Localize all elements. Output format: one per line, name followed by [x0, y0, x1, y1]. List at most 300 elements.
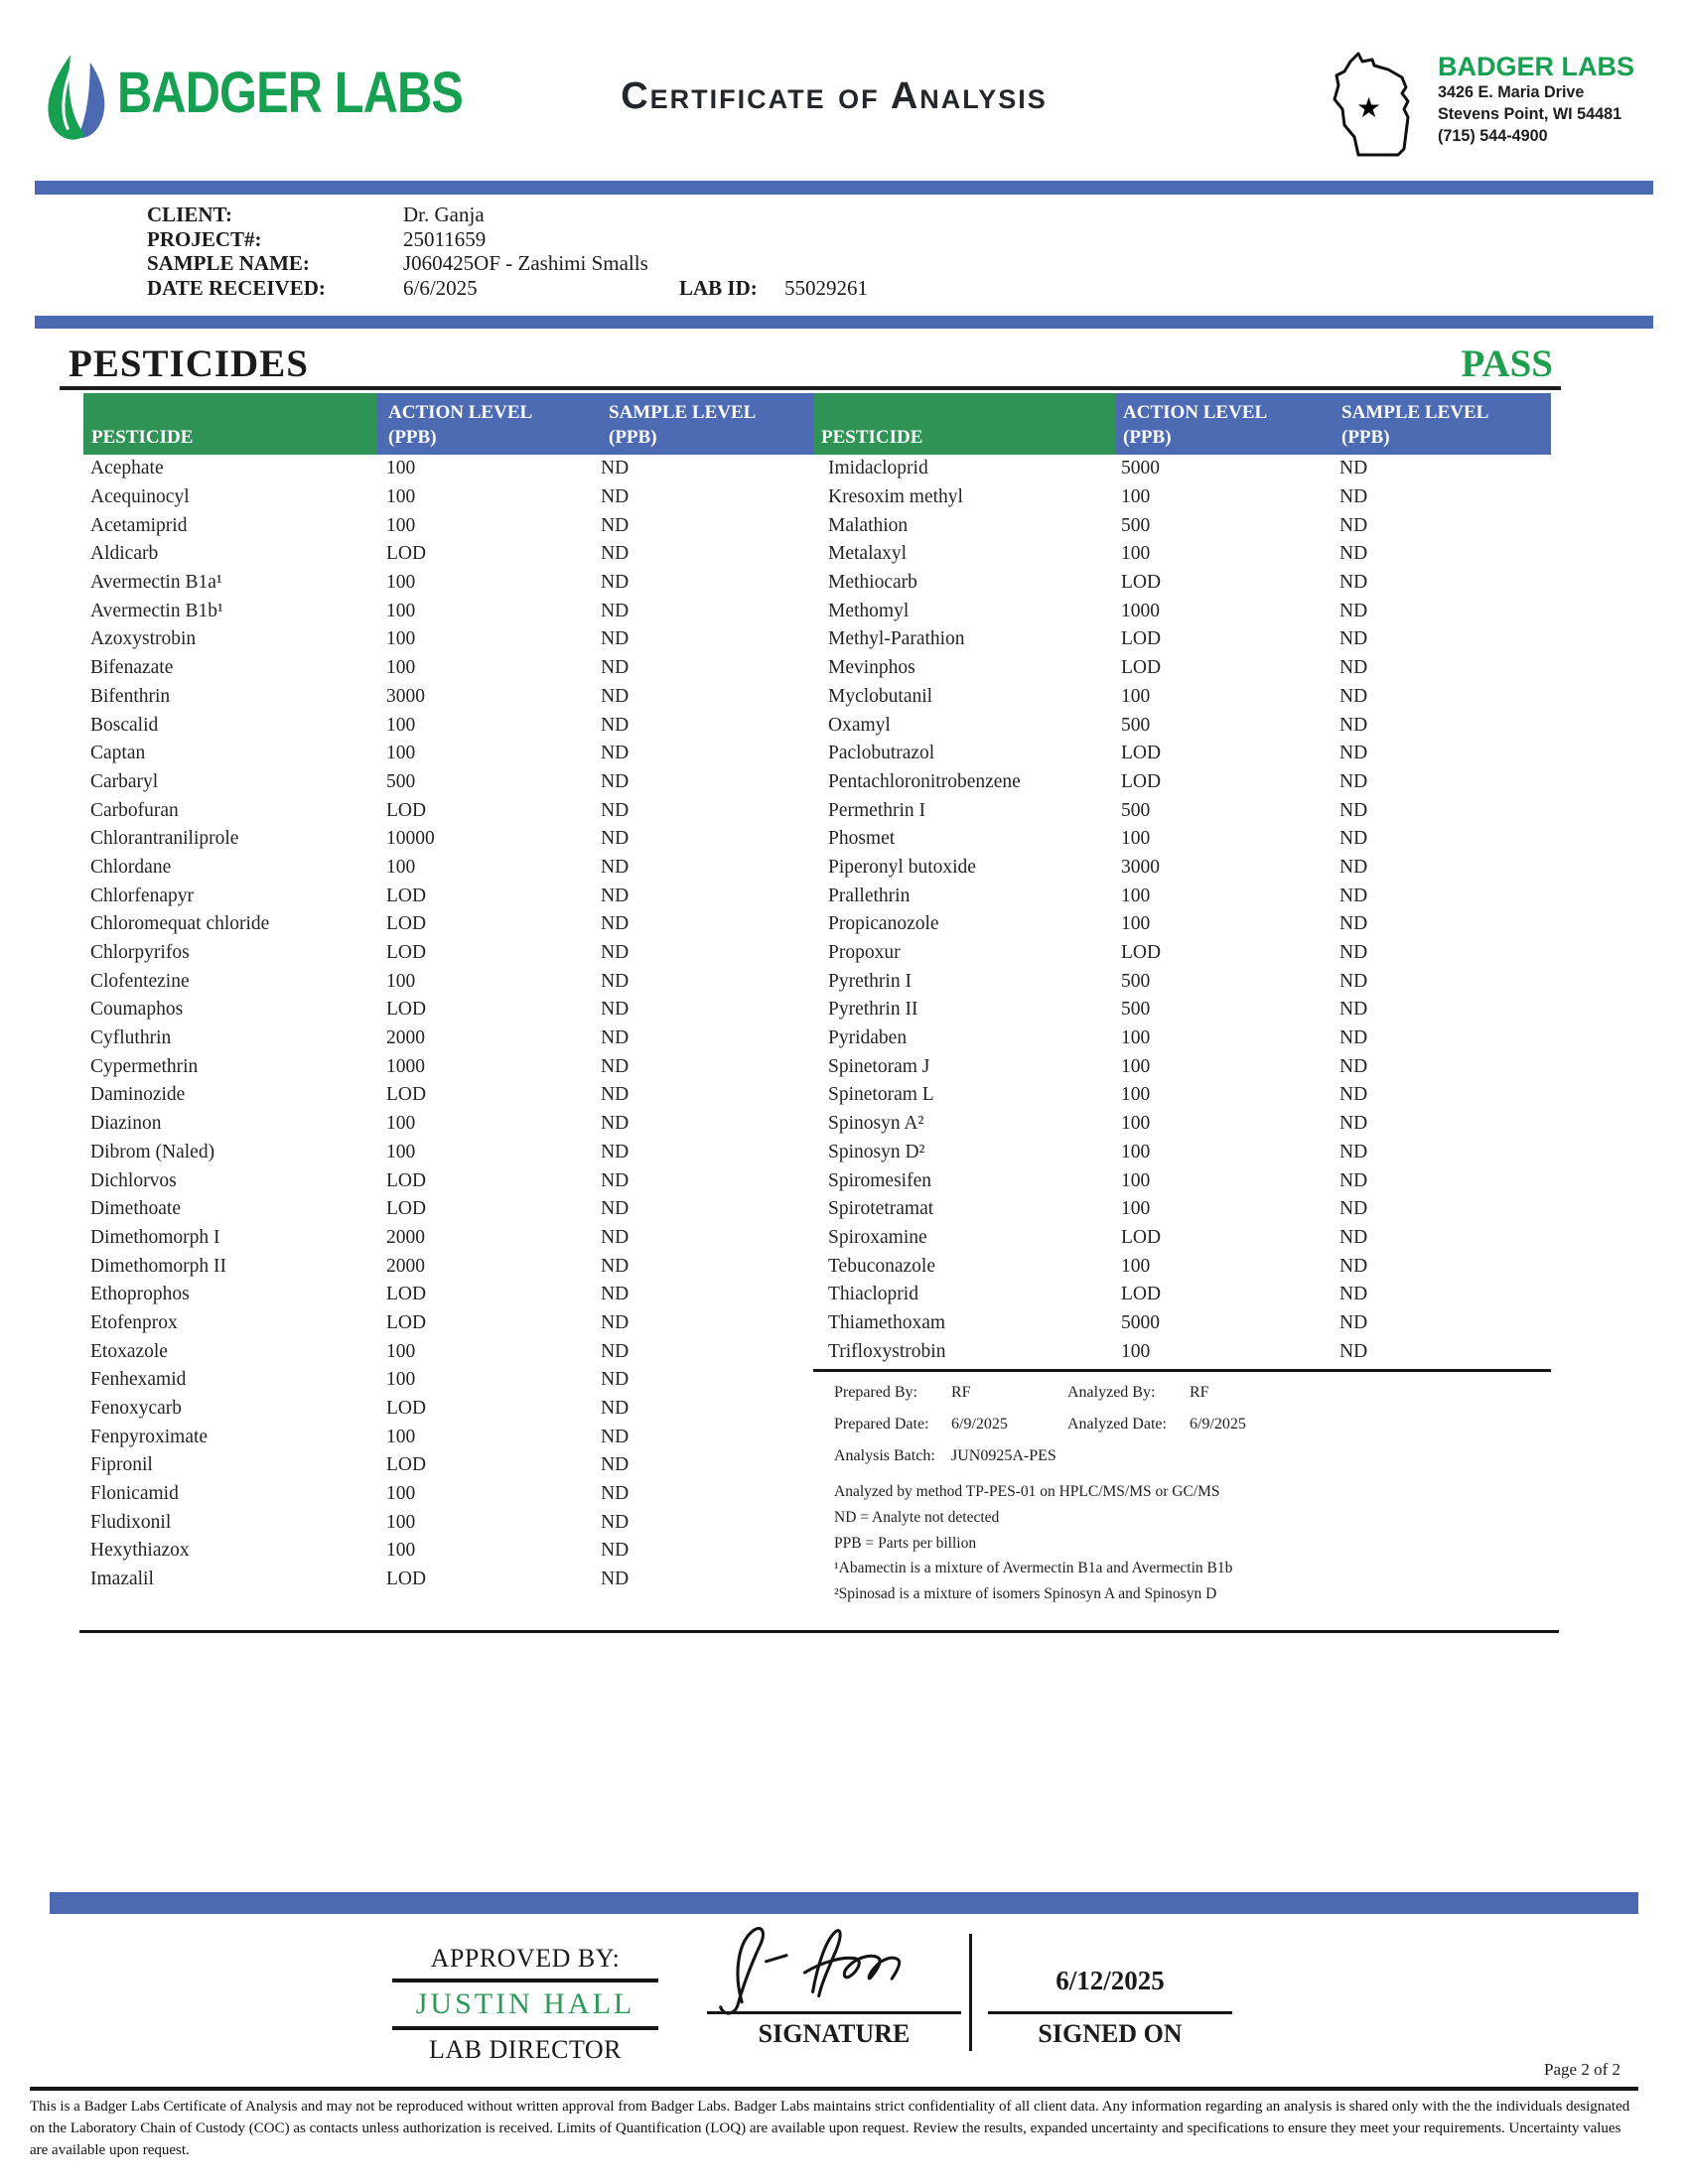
action-level-value: 100	[1121, 486, 1151, 508]
pesticide-name: Cypermethrin	[90, 1055, 199, 1077]
sample-level-value: ND	[601, 1340, 630, 1362]
table-header-right	[813, 393, 1551, 455]
sample-level-value: ND	[1339, 1027, 1368, 1049]
table-row	[813, 882, 1551, 910]
approval-block	[392, 1944, 658, 2065]
pesticide-name: Etofenprox	[90, 1311, 178, 1333]
pesticide-name: Metalaxyl	[828, 543, 908, 565]
nd-definition-note: ND = Analyte not detected	[834, 1508, 1000, 1526]
sample-info-block	[147, 203, 648, 300]
prepared-by-row	[834, 1384, 1541, 1402]
project-label: PROJECT#:	[147, 226, 262, 251]
table-row	[83, 654, 813, 683]
analysis-batch-label: Analysis Batch:	[834, 1447, 935, 1464]
footer-rule	[30, 2087, 1638, 2091]
sample-level-value: ND	[601, 1027, 630, 1049]
sample-level-value: ND	[1339, 685, 1368, 707]
sample-level-value: ND	[1339, 1113, 1368, 1135]
lab-address-line2: Stevens Point, WI 54481	[1438, 105, 1622, 123]
lab-address-block	[1438, 52, 1634, 147]
action-level-value: LOD	[1121, 657, 1162, 679]
table-row	[813, 1337, 1551, 1366]
pesticide-name: Methyl-Parathion	[828, 628, 965, 650]
pesticide-name: Mevinphos	[828, 657, 915, 679]
pesticide-name: Propoxur	[828, 942, 901, 964]
sample-level-value: ND	[601, 1311, 630, 1333]
action-level-value: LOD	[1121, 572, 1162, 594]
section-header	[60, 338, 1561, 390]
sample-level-value: ND	[1339, 770, 1368, 792]
table-row	[83, 1052, 813, 1081]
table-row	[813, 1139, 1551, 1167]
table-row	[813, 1110, 1551, 1139]
pesticide-name: Etoxazole	[90, 1340, 168, 1362]
sample-level-value: ND	[1339, 1169, 1368, 1191]
pesticide-column-header: PESTICIDE	[813, 393, 1115, 455]
pesticide-name: Clofentezine	[90, 970, 190, 992]
sample-level-value: ND	[1339, 799, 1368, 821]
sample-level-value: ND	[601, 942, 630, 964]
pesticide-name: Spinetoram J	[828, 1055, 930, 1077]
table-row	[813, 1252, 1551, 1281]
pesticide-name: Pentachloronitrobenzene	[828, 770, 1021, 792]
table-row	[83, 1252, 813, 1281]
pass-badge: PASS	[1461, 342, 1553, 385]
table-body-left	[83, 455, 813, 1594]
action-level-value: LOD	[386, 543, 427, 565]
lab-id-label: LAB ID:	[679, 276, 758, 300]
pesticide-table-right	[813, 393, 1551, 1366]
pesticide-name: Fenoxycarb	[90, 1398, 183, 1420]
pesticide-name: Dimethomorph II	[90, 1255, 227, 1277]
action-level-value: LOD	[386, 1398, 427, 1420]
table-row	[813, 1224, 1551, 1253]
pesticide-name: Pyridaben	[828, 1027, 908, 1049]
table-row	[813, 711, 1551, 740]
star-icon: ★	[1356, 93, 1382, 124]
action-level-value: 1000	[1121, 600, 1160, 621]
pesticide-name: Avermectin B1a¹	[90, 572, 222, 594]
action-level-value: 1000	[386, 1055, 425, 1077]
pesticide-name: Imidacloprid	[828, 458, 928, 479]
sample-level-value: ND	[1339, 628, 1368, 650]
table-row	[813, 597, 1551, 625]
analyzed-date-label: Analyzed Date:	[1067, 1416, 1167, 1433]
pesticide-name: Trifloxystrobin	[828, 1340, 946, 1362]
table-row	[813, 740, 1551, 768]
action-level-value: 100	[1121, 1141, 1151, 1162]
date-received-label: DATE RECEIVED:	[147, 275, 326, 300]
action-level-value: 5000	[1121, 1311, 1160, 1333]
table-row	[83, 1166, 813, 1195]
sample-level-value: ND	[1339, 486, 1368, 508]
action-level-value: 2000	[386, 1027, 425, 1049]
action-level-value: LOD	[386, 1169, 427, 1191]
sample-level-value: ND	[601, 799, 630, 821]
pesticide-name: Carbaryl	[90, 770, 159, 792]
table-row	[83, 1309, 813, 1338]
pesticide-name: Avermectin B1b¹	[90, 600, 223, 621]
action-level-value: 100	[386, 657, 416, 679]
table-row	[83, 569, 813, 598]
table-row	[813, 1166, 1551, 1195]
table-row	[813, 967, 1551, 996]
sample-level-value: ND	[1339, 942, 1368, 964]
analysis-details-block	[834, 1384, 1541, 1607]
sample-level-value: ND	[601, 1398, 630, 1420]
date-received-row	[147, 276, 648, 301]
action-level-value: LOD	[386, 799, 427, 821]
pesticide-name: Spinosyn A²	[828, 1113, 924, 1135]
table-row	[813, 683, 1551, 712]
table-row	[83, 597, 813, 625]
sample-level-value: ND	[601, 486, 630, 508]
pesticide-name: Carbofuran	[90, 799, 179, 821]
action-level-value: LOD	[386, 999, 427, 1021]
pesticide-name: Bifenazate	[90, 657, 174, 679]
action-level-value: 100	[1121, 543, 1151, 565]
pesticide-name: Daminozide	[90, 1084, 186, 1106]
table-row	[83, 1224, 813, 1253]
pesticide-column-header: PESTICIDE	[83, 393, 377, 455]
action-level-value: 100	[386, 714, 416, 736]
table-row	[813, 939, 1551, 968]
action-level-value: 500	[1121, 999, 1151, 1021]
action-level-value: LOD	[386, 1198, 427, 1220]
pesticide-name: Chlorantraniliprole	[90, 828, 239, 850]
pesticide-name: Hexythiazox	[90, 1540, 190, 1562]
action-level-value: LOD	[386, 885, 427, 906]
table-row	[813, 1052, 1551, 1081]
action-level-value: LOD	[386, 942, 427, 964]
right-table-bottom-rule	[813, 1369, 1551, 1372]
action-level-value: 100	[386, 970, 416, 992]
action-level-column-header: ACTION LEVEL (PPB)	[1115, 393, 1339, 455]
action-level-value: LOD	[386, 1084, 427, 1106]
pesticide-name: Fenhexamid	[90, 1369, 187, 1391]
table-row	[83, 1366, 813, 1395]
table-row	[83, 711, 813, 740]
action-level-value: 100	[386, 628, 416, 650]
action-level-value: 500	[1121, 799, 1151, 821]
action-level-column-header: ACTION LEVEL (PPB)	[377, 393, 608, 455]
sample-level-value: ND	[1339, 970, 1368, 992]
action-level-value: 100	[1121, 1255, 1151, 1277]
approver-name-rule	[392, 2026, 658, 2030]
sample-level-value: ND	[1339, 1284, 1368, 1305]
pesticide-name: Myclobutanil	[828, 685, 933, 707]
action-level-value: 100	[386, 600, 416, 621]
table-row	[813, 483, 1551, 512]
table-row	[83, 1480, 813, 1509]
action-level-value: 100	[1121, 1169, 1151, 1191]
action-level-value: 2000	[386, 1226, 425, 1248]
table-row	[813, 455, 1551, 483]
pesticide-name: Spiroxamine	[828, 1226, 927, 1248]
action-level-value: 100	[1121, 685, 1151, 707]
pesticide-name: Bifenthrin	[90, 685, 171, 707]
action-level-value: 100	[386, 458, 416, 479]
section-divider-bar	[35, 316, 1653, 329]
pesticide-name: Azoxystrobin	[90, 628, 197, 650]
pesticide-name: Pyrethrin II	[828, 999, 918, 1021]
table-row	[83, 1110, 813, 1139]
sample-level-value: ND	[601, 458, 630, 479]
pesticide-name: Spinetoram L	[828, 1084, 934, 1106]
date-received-value: 6/6/2025	[403, 275, 478, 300]
pesticide-name: Captan	[90, 743, 146, 764]
approver-name: JUSTIN HALL	[415, 1987, 635, 2020]
action-level-value: 100	[1121, 1027, 1151, 1049]
table-row	[813, 654, 1551, 683]
pesticide-name: Chloromequat chloride	[90, 913, 270, 935]
project-value: 25011659	[403, 226, 487, 251]
prepared-by-value: RF	[951, 1384, 971, 1401]
pesticide-name: Propicanozole	[828, 913, 939, 935]
lab-address-line1: 3426 E. Maria Drive	[1438, 83, 1585, 101]
sample-level-value: ND	[1339, 514, 1368, 536]
pesticide-name: Flonicamid	[90, 1483, 179, 1505]
table-row	[813, 996, 1551, 1024]
action-level-value: LOD	[1121, 942, 1162, 964]
analysis-batch-value: JUN0925A-PES	[951, 1447, 1056, 1464]
sample-level-value: ND	[601, 1483, 630, 1505]
pesticide-name: Acephate	[90, 458, 164, 479]
action-level-value: LOD	[386, 913, 427, 935]
sample-level-value: ND	[601, 885, 630, 906]
table-row	[83, 455, 813, 483]
table-row	[83, 910, 813, 939]
sample-level-value: ND	[601, 1113, 630, 1135]
pesticide-name: Spinosyn D²	[828, 1141, 925, 1162]
table-row	[83, 740, 813, 768]
analyzed-by-label: Analyzed By:	[1067, 1384, 1156, 1401]
page-title: Certificate of Analysis	[621, 75, 1048, 117]
table-row	[813, 1081, 1551, 1110]
action-level-value: 100	[386, 514, 416, 536]
action-level-value: LOD	[386, 1311, 427, 1333]
pesticide-name: Dichlorvos	[90, 1169, 177, 1191]
action-level-value: 100	[386, 1426, 416, 1447]
sample-level-value: ND	[601, 714, 630, 736]
pesticide-name: Acequinocyl	[90, 486, 190, 508]
action-level-value: 100	[1121, 885, 1151, 906]
pesticide-name: Coumaphos	[90, 999, 184, 1021]
table-row	[83, 854, 813, 883]
table-row	[83, 683, 813, 712]
analyzed-date-value: 6/9/2025	[1190, 1416, 1246, 1433]
action-level-value: 100	[386, 1511, 416, 1533]
table-row	[83, 1081, 813, 1110]
client-label: CLIENT:	[147, 203, 232, 226]
pesticide-name: Acetamiprid	[90, 514, 188, 536]
table-row	[83, 625, 813, 654]
signed-on-label: SIGNED ON	[1038, 2019, 1183, 2048]
table-row	[813, 910, 1551, 939]
table-row	[83, 1508, 813, 1537]
table-row	[83, 511, 813, 540]
sample-level-value: ND	[601, 1426, 630, 1447]
signature	[707, 1921, 961, 2018]
sample-level-value: ND	[601, 1141, 630, 1162]
table-row	[83, 1423, 813, 1451]
sample-level-value: ND	[1339, 458, 1368, 479]
pesticide-name: Aldicarb	[90, 543, 159, 565]
action-level-value: 100	[386, 1141, 416, 1162]
action-level-value: 100	[1121, 1055, 1151, 1077]
sample-level-value: ND	[1339, 885, 1368, 906]
pesticide-name: Boscalid	[90, 714, 159, 736]
pesticide-name: Kresoxim methyl	[828, 486, 963, 508]
pesticide-name: Oxamyl	[828, 714, 891, 736]
sample-level-value: ND	[601, 600, 630, 621]
pesticide-name: Dimethomorph I	[90, 1226, 220, 1248]
analysis-batch-row	[834, 1447, 1541, 1465]
table-row	[83, 1451, 813, 1480]
table-row	[83, 1395, 813, 1424]
header-divider-bar	[35, 181, 1653, 195]
disclaimer-text: This is a Badger Labs Certificate of Analysis and may not be reproduced without written approval from Badger Labs. Badger Labs maintains strict confidentiality of all client data. Any information regarding an analysis is shared only with the the individuals designated on the Laboratory Chain of Custody (COC) as contacts unless authorization is received. Limits of Quantification (LOQ) are available upon request. Review the results, expanded uncertainty and specifications to ensure they meet your requirements. Uncertainty values are available upon request.	[30, 2099, 1630, 2158]
pesticide-name: Cyfluthrin	[90, 1027, 172, 1049]
signed-on-rule	[988, 2011, 1232, 2014]
sample-level-value: ND	[1339, 999, 1368, 1021]
sample-level-value: ND	[601, 514, 630, 536]
sample-level-value: ND	[601, 1226, 630, 1248]
sample-level-value: ND	[601, 999, 630, 1021]
pesticide-name: Dibrom (Naled)	[90, 1141, 215, 1162]
page-number: Page 2 of 2	[1544, 2060, 1620, 2079]
table-row	[813, 854, 1551, 883]
sample-level-value: ND	[601, 685, 630, 707]
table-row	[83, 1024, 813, 1053]
table-row	[83, 1139, 813, 1167]
lab-name: BADGER LABS	[1438, 52, 1635, 81]
action-level-value: 100	[386, 1483, 416, 1505]
sample-level-value: ND	[1339, 657, 1368, 679]
pesticide-name: Spiromesifen	[828, 1169, 931, 1191]
table-row	[83, 825, 813, 854]
pesticide-name: Chlorpyrifos	[90, 942, 190, 964]
approver-title: LAB DIRECTOR	[428, 2035, 623, 2064]
sample-level-value: ND	[601, 913, 630, 935]
lab-phone: (715) 544-4900	[1438, 127, 1548, 145]
table-row	[813, 540, 1551, 569]
footer-divider-bar	[50, 1892, 1638, 1914]
table-row	[813, 796, 1551, 825]
sample-level-value: ND	[601, 1255, 630, 1277]
action-level-value: 3000	[386, 685, 425, 707]
sample-level-value: ND	[1339, 1141, 1368, 1162]
table-row	[83, 540, 813, 569]
table-row	[83, 967, 813, 996]
sample-level-value: ND	[601, 1540, 630, 1562]
action-level-value: LOD	[1121, 770, 1162, 792]
pesticide-name: Prallethrin	[828, 885, 911, 906]
prepared-date-value: 6/9/2025	[951, 1416, 1008, 1433]
action-level-value: 100	[1121, 1198, 1151, 1220]
action-level-value: LOD	[1121, 1226, 1162, 1248]
action-level-value: 100	[386, 1113, 416, 1135]
pesticide-name: Ethoprophos	[90, 1284, 190, 1305]
table-row	[83, 996, 813, 1024]
method-note: Analyzed by method TP-PES-01 on HPLC/MS/MS or GC/MS	[834, 1483, 1220, 1500]
sample-level-value: ND	[601, 970, 630, 992]
client-row	[147, 203, 648, 227]
pesticide-name: Fludixonil	[90, 1511, 172, 1533]
sample-level-column-header: SAMPLE LEVEL (PPB)	[608, 393, 813, 455]
table-row	[813, 511, 1551, 540]
sample-level-value: ND	[1339, 856, 1368, 878]
pesticide-table-left	[83, 393, 813, 1594]
table-row	[83, 939, 813, 968]
sample-level-value: ND	[1339, 600, 1368, 621]
table-row	[83, 1195, 813, 1224]
pesticide-name: Chlorfenapyr	[90, 885, 194, 906]
sample-level-value: ND	[601, 856, 630, 878]
analyzed-by-value: RF	[1190, 1384, 1209, 1401]
action-level-value: 100	[1121, 1113, 1151, 1135]
table-row	[813, 1024, 1551, 1053]
sample-level-value: ND	[601, 1511, 630, 1533]
lab-id-row	[679, 276, 868, 301]
approved-by-rule	[392, 1979, 658, 1982]
table-row	[813, 625, 1551, 654]
action-level-value: LOD	[386, 1569, 427, 1590]
sample-name-value: J060425OF - Zashimi Smalls	[403, 251, 648, 276]
sample-level-value: ND	[601, 743, 630, 764]
action-level-value: 500	[1121, 970, 1151, 992]
table-body-right	[813, 455, 1551, 1366]
sample-level-value: ND	[601, 1569, 630, 1590]
action-level-value: LOD	[1121, 1284, 1162, 1305]
table-row	[813, 768, 1551, 797]
sample-level-value: ND	[601, 1454, 630, 1476]
pesticide-name: Fipronil	[90, 1454, 153, 1476]
sample-level-value: ND	[1339, 913, 1368, 935]
sample-level-value: ND	[1339, 1084, 1368, 1106]
sample-level-value: ND	[1339, 1226, 1368, 1248]
table-row	[83, 483, 813, 512]
sample-level-value: ND	[601, 1369, 630, 1391]
sample-level-value: ND	[1339, 1055, 1368, 1077]
action-level-value: LOD	[386, 1284, 427, 1305]
action-level-value: 100	[386, 1340, 416, 1362]
pesticide-name: Thiacloprid	[828, 1284, 918, 1305]
action-level-value: 100	[1121, 1340, 1151, 1362]
prepared-by-label: Prepared By:	[834, 1384, 917, 1401]
approved-by-label: APPROVED BY:	[430, 1944, 621, 1973]
sample-level-value: ND	[601, 1169, 630, 1191]
pesticide-name: Malathion	[828, 514, 909, 536]
signed-on-date: 6/12/2025	[1055, 1966, 1165, 1995]
sample-level-value: ND	[601, 828, 630, 850]
sample-level-value: ND	[601, 1198, 630, 1220]
sample-level-value: ND	[601, 1084, 630, 1106]
action-level-value: 100	[386, 486, 416, 508]
pesticide-name: Piperonyl butoxide	[828, 856, 976, 878]
action-level-value: 100	[386, 572, 416, 594]
table-row	[813, 825, 1551, 854]
pesticide-name: Dimethoate	[90, 1198, 181, 1220]
table-row	[83, 1537, 813, 1566]
table-row	[83, 1566, 813, 1594]
action-level-value: LOD	[386, 1454, 427, 1476]
sample-level-value: ND	[1339, 743, 1368, 764]
sample-level-value: ND	[601, 572, 630, 594]
action-level-value: 100	[1121, 913, 1151, 935]
pesticide-name: Imazalil	[90, 1569, 154, 1590]
table-row	[813, 1195, 1551, 1224]
